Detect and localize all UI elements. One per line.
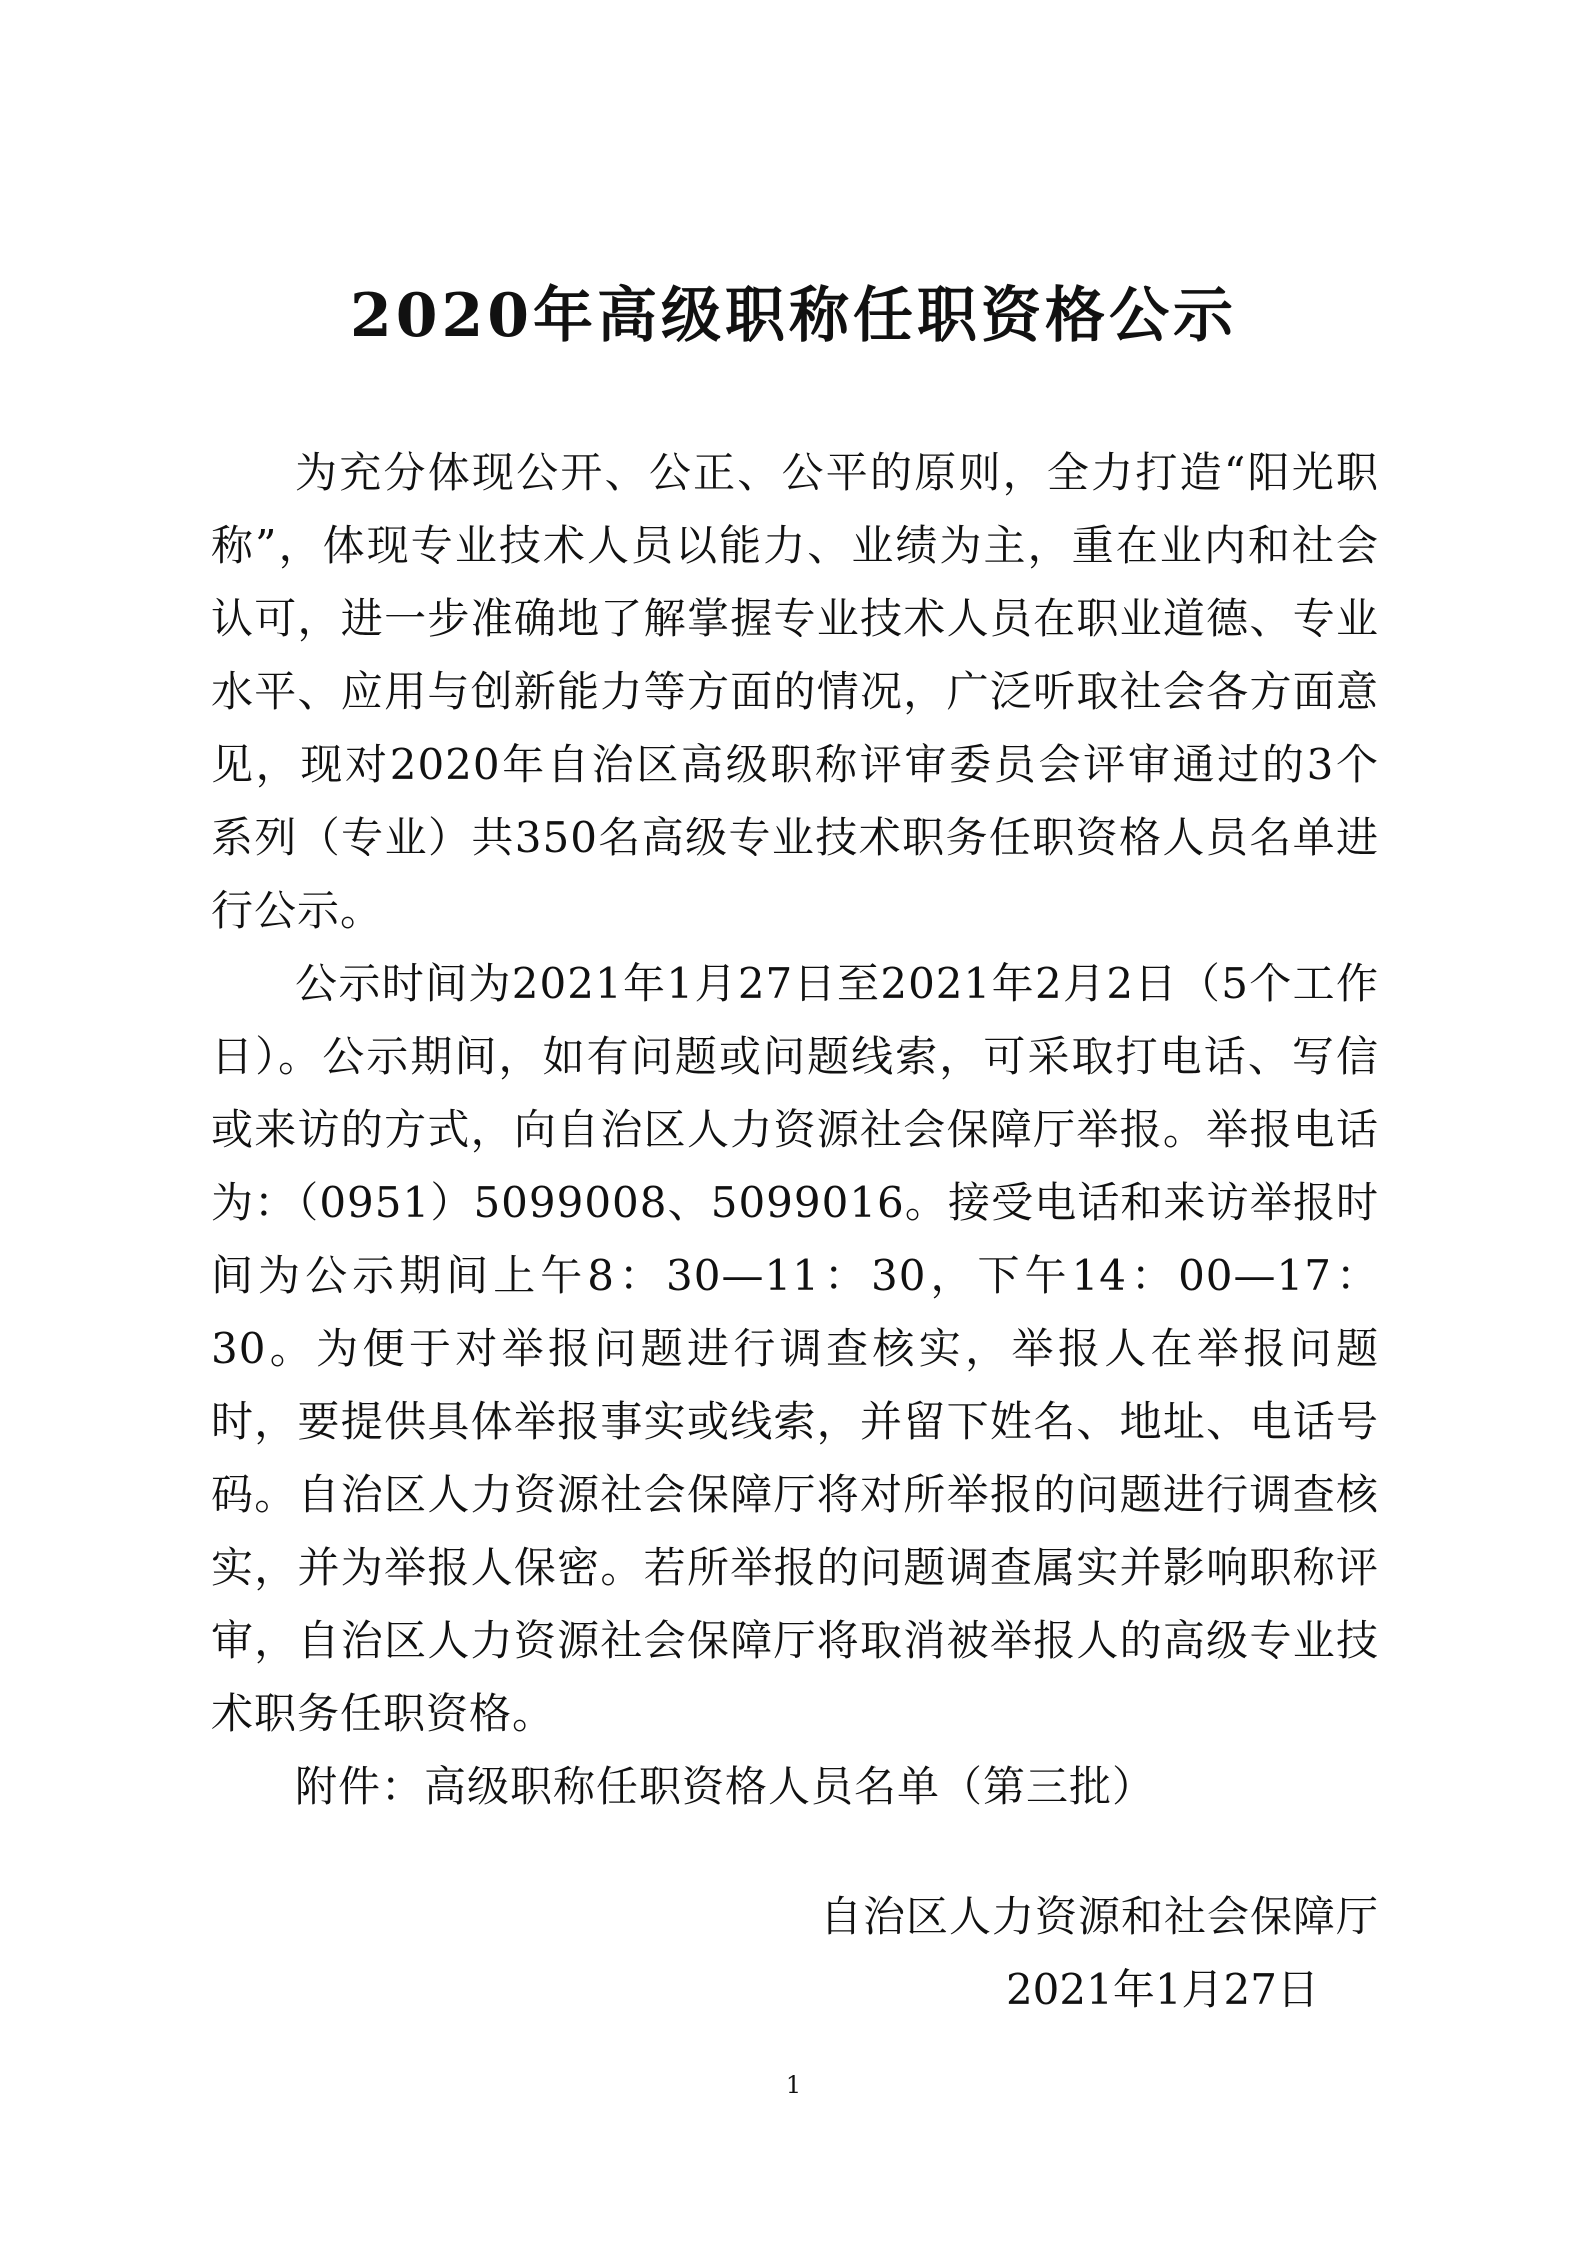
paragraph-reporting: 公示时间为2021年1月27日至2021年2月2日（5个工作日）。公示期间，如有问题或问题线索，可采取打电话、写信或来访的方式，向自治区人力资源社会保障厅举报。举报电话为：（0951）5099008、5099016。接受电话和来访举报时间为公示期间上午8：30—11：30，下午14：00—17：30。为便于对举报问题进行调查核实，举报人在举报问题时，要提供具体举报事实或线索，并留下姓名、地址、电话号码。自治区人力资源社会保障厅将对所举报的问题进行调查核实，并为举报人保密。若所举报的问题调查属实并影响职称评审，自治区人力资源社会保障厅将取消被举报人的高级专业技术职务任职资格。 [211, 959, 1379, 1738]
document-title: 2020年高级职称任职资格公示 [350, 281, 1237, 351]
signature-block [779, 1880, 1379, 2026]
page-number: 1 [785, 2071, 802, 2099]
signature-organization: 自治区人力资源和社会保障厅 [819, 1892, 1379, 1941]
signature-date: 2021年1月27日 [1005, 1965, 1319, 2014]
document-body [211, 436, 1379, 1823]
attachment-note: 附件：高级职称任职资格人员名单（第三批） [295, 1762, 1156, 1811]
paragraph-purpose: 为充分体现公开、公正、公平的原则，全力打造“阳光职称”，体现专业技术人员以能力、业绩为主，重在业内和社会认可，进一步准确地了解掌握专业技术人员在职业道德、专业水平、应用与创新能力等方面的情况，广泛听取社会各方面意见，现对2020年自治区高级职称评审委员会评审通过的3个系列（专业）共350名高级专业技术职务任职资格人员名单进行公示。 [211, 448, 1379, 935]
